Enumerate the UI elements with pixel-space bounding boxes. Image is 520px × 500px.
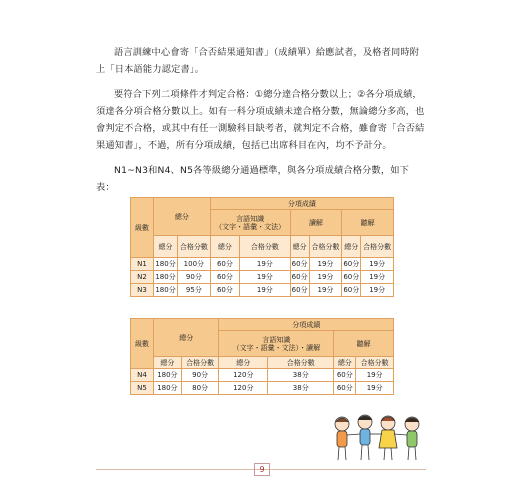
col-total: 總分: [219, 357, 268, 369]
cell: 19分: [361, 258, 394, 271]
children-illustration: [328, 410, 438, 468]
row-level: N3: [131, 284, 154, 297]
paragraph-3: N1~N3和N4、N5各等級總分通過標準，與各分項成績合格分數，如下表：: [96, 165, 410, 193]
cell: 60分: [290, 271, 309, 284]
score-table-n4-n5: [130, 318, 394, 395]
total-header: 總分: [154, 198, 211, 236]
col-total: 總分: [210, 236, 239, 258]
cell: 180分: [154, 258, 178, 271]
level-header: 級數: [131, 198, 154, 258]
col-pass: 合格分數: [240, 236, 290, 258]
row-level: N4: [131, 369, 154, 382]
table-row: [131, 258, 394, 271]
cell: 60分: [334, 382, 356, 395]
cell: 19分: [361, 284, 394, 297]
level-header: 級數: [131, 319, 154, 369]
document-page: [96, 0, 426, 500]
total-header: 總分: [154, 319, 219, 357]
col-total: 總分: [154, 236, 178, 258]
cell: 19分: [356, 382, 394, 395]
col-pass: 合格分數: [178, 236, 211, 258]
cell: 60分: [210, 258, 239, 271]
cell: 60分: [210, 271, 239, 284]
cell: 19分: [240, 284, 290, 297]
cell: 80分: [181, 382, 219, 395]
cell: 38分: [268, 382, 334, 395]
table-row: [131, 271, 394, 284]
cell: 60分: [210, 284, 239, 297]
cell: 19分: [309, 258, 342, 271]
col-pass: 合格分數: [181, 357, 219, 369]
col-pass: 合格分數: [309, 236, 342, 258]
cell: 60分: [290, 258, 309, 271]
cell: 19分: [356, 369, 394, 382]
cell: 180分: [154, 271, 178, 284]
cell: 60分: [342, 271, 361, 284]
cell: 90分: [178, 271, 211, 284]
table-row: [131, 382, 394, 395]
cell: 100分: [178, 258, 211, 271]
col-total: 總分: [290, 236, 309, 258]
sub-header: 分項成績: [210, 198, 393, 210]
col-total: 總分: [342, 236, 361, 258]
row-level: N2: [131, 271, 154, 284]
cell: 19分: [309, 284, 342, 297]
cell: 120分: [219, 382, 268, 395]
paragraph-1: 語言訓練中心會寄「合否結果通知書」（成績單）給應試者，及格者同時附上「日本語能力認定書」。: [96, 47, 420, 75]
cell: 19分: [309, 271, 342, 284]
section-listening: 聽解: [334, 331, 394, 357]
row-level: N1: [131, 258, 154, 271]
cell: 60分: [342, 258, 361, 271]
col-pass: 合格分數: [356, 357, 394, 369]
col-pass: 合格分數: [361, 236, 394, 258]
cell: 38分: [268, 369, 334, 382]
score-table-n1-n3: [130, 197, 394, 297]
cell: 95分: [178, 284, 211, 297]
cell: 19分: [240, 258, 290, 271]
cell: 120分: [219, 369, 268, 382]
paragraph-2: 要符合下列二項條件才判定合格：①總分達合格分數以上；②各分項成績，須達各分項合格分數以上。如有一科分項成績未達合格分數，無論總分多高，也會判定不合格，或其中有任一測驗科目缺考者，就判定不合格，雖會寄「合否結果通知書」，不過，所有分項成績，包括已出席科目在內，均不予計分。: [96, 89, 425, 151]
cell: 180分: [154, 369, 182, 382]
table-row: [131, 369, 394, 382]
cell: 19分: [240, 271, 290, 284]
row-level: N5: [131, 382, 154, 395]
section-language-knowledge-reading: 言語知識 （文字・語彙・文法）・讀解: [219, 331, 334, 357]
section-reading: 讀解: [290, 210, 342, 236]
page-number: 9: [254, 463, 270, 476]
section-listening: 聽解: [342, 210, 394, 236]
table-row: [131, 284, 394, 297]
sub-header: 分項成績: [219, 319, 394, 331]
col-total: 總分: [154, 357, 182, 369]
cell: 180分: [154, 382, 182, 395]
cell: 180分: [154, 284, 178, 297]
col-total: 總分: [334, 357, 356, 369]
section-language-knowledge: 言語知識 （文字・語彙・文法）: [210, 210, 290, 236]
cell: 19分: [361, 271, 394, 284]
col-pass: 合格分數: [268, 357, 334, 369]
cell: 60分: [342, 284, 361, 297]
cell: 60分: [334, 369, 356, 382]
cell: 90分: [181, 369, 219, 382]
cell: 60分: [290, 284, 309, 297]
